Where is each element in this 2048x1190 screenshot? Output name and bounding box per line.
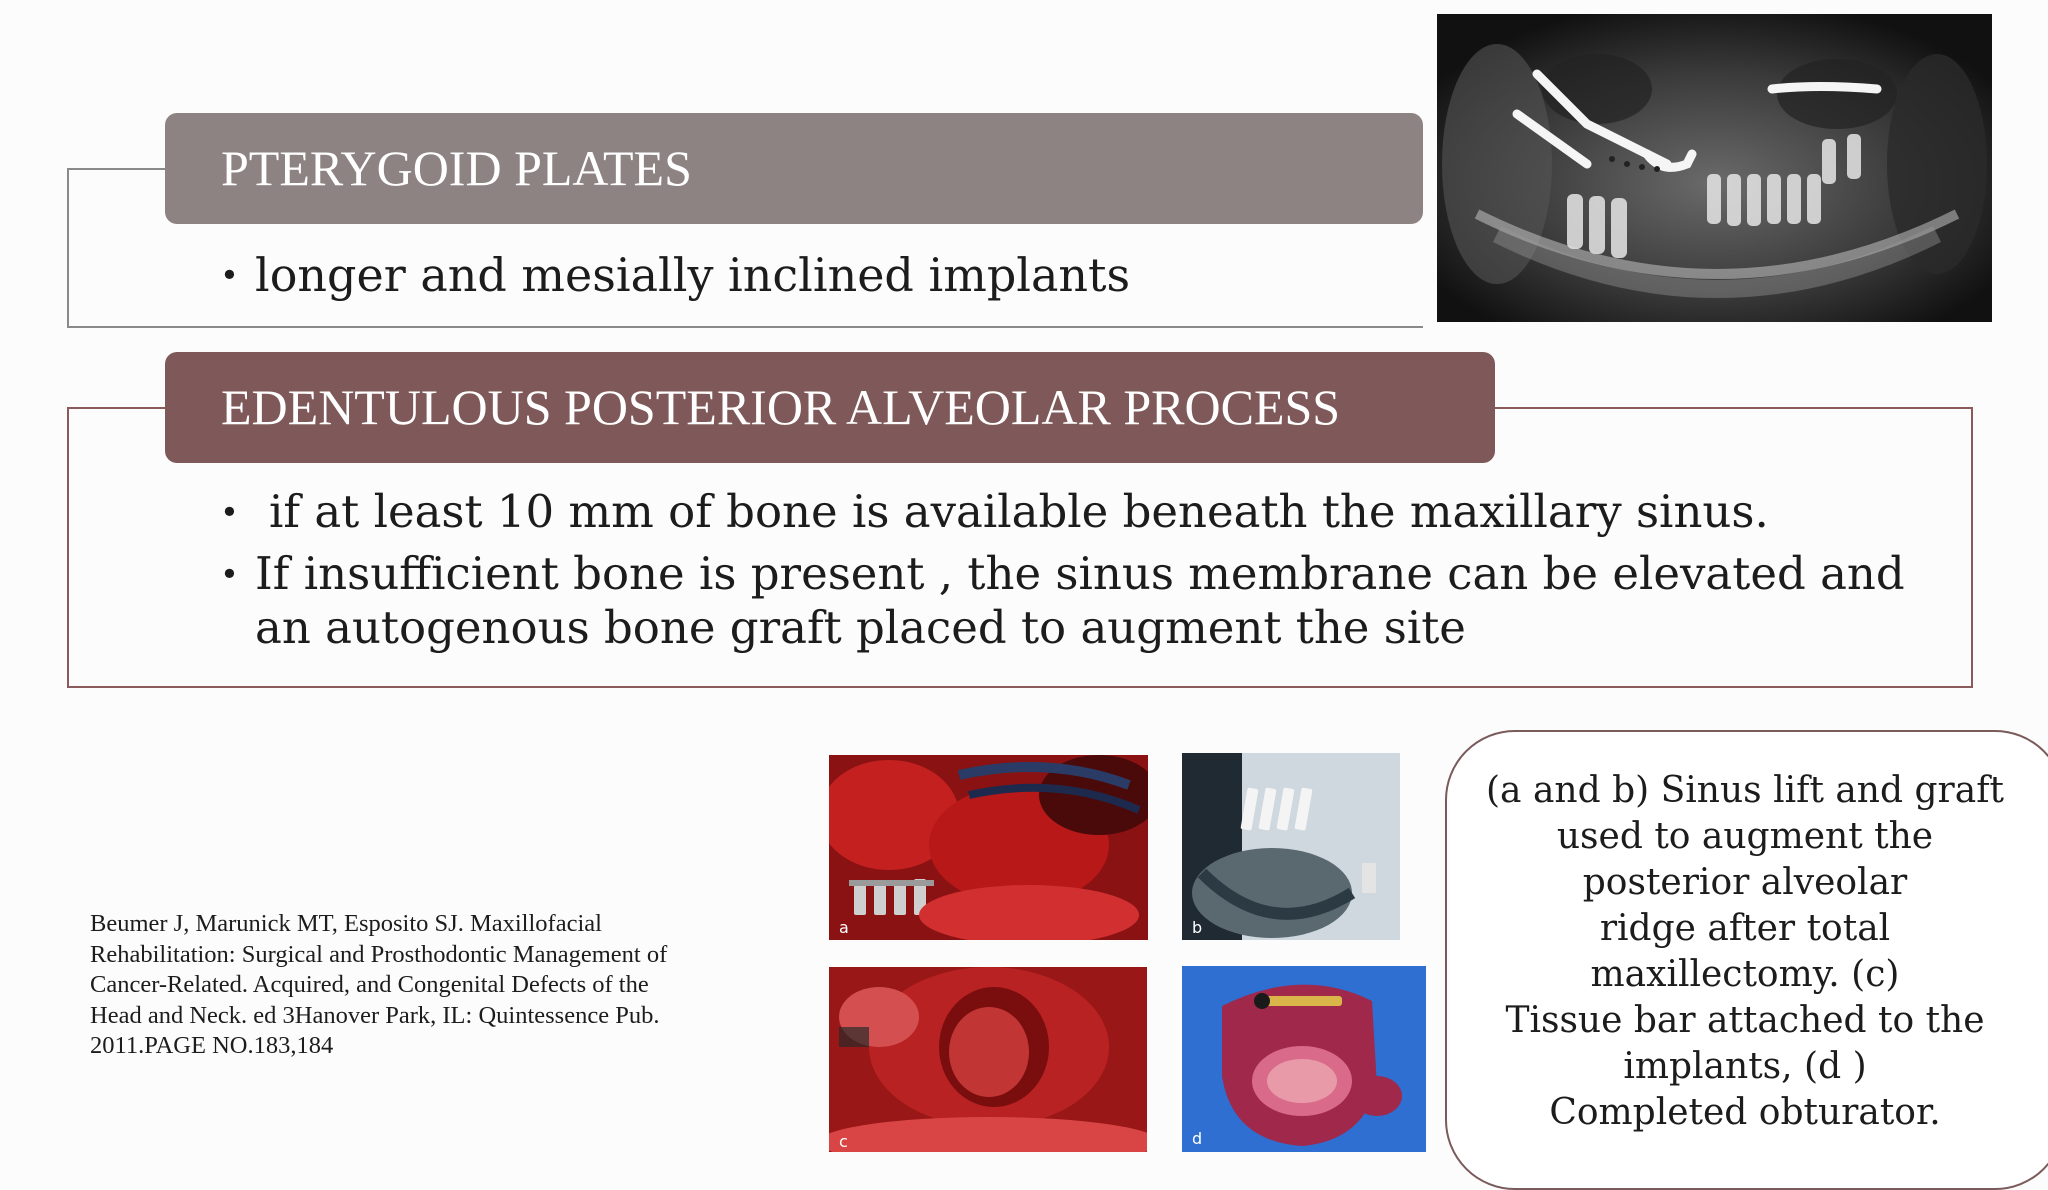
bullet-item [220, 244, 1400, 306]
panoramic-xray-image [1437, 14, 1992, 322]
bullet-item [220, 485, 1920, 539]
panel-label-b: b [1192, 918, 1203, 937]
reference-line: Head and Neck. ed 3Hanover Park, IL: Quintessence Pub. [90, 1001, 660, 1029]
caption-line: maxillectomy. (c) [1590, 954, 1900, 995]
panel-label-a: a [839, 918, 849, 937]
bullet-item [220, 547, 1920, 655]
citation-reference [90, 909, 810, 1062]
clinical-photo-a [829, 755, 1148, 940]
bullet-icon: • [220, 555, 239, 593]
obturator-photo-d [1182, 966, 1426, 1152]
reference-line: Cancer-Related. Acquired, and Congenital Defects of the [90, 971, 649, 998]
reference-line: 2011.PAGE NO.183,184 [90, 1032, 334, 1059]
pterygoid-plates-heading: PTERYGOID PLATES [165, 113, 1423, 224]
caption-line: (a and b) Sinus lift and graft [1486, 770, 2004, 811]
alveolar-bullet-list [220, 485, 1920, 663]
bullet-icon: • [220, 256, 239, 294]
pterygoid-bullet-list [220, 244, 1400, 314]
bullet-text: If insufficient bone is present , the sinus membrane can be elevated and an autogenous bone graft placed to augment the site [255, 547, 1905, 654]
caption-line: Completed obturator. [1549, 1092, 1941, 1133]
caption-line: implants, (d ) [1623, 1046, 1867, 1087]
bullet-text: longer and mesially inclined implants [255, 248, 1131, 302]
caption-line: used to augment the [1556, 816, 1934, 857]
clinical-photo-c [829, 967, 1147, 1152]
caption-line: Tissue bar attached to the [1505, 1000, 1985, 1041]
caption-line: ridge after total [1599, 908, 1891, 949]
radiograph-photo-b [1182, 753, 1400, 940]
reference-line: Rehabilitation: Surgical and Prosthodontic Management of [90, 940, 668, 968]
edentulous-alveolar-heading: EDENTULOUS POSTERIOR ALVEOLAR PROCESS [165, 352, 1495, 463]
bullet-text: if at least 10 mm of bone is available beneath the maxillary sinus. [269, 485, 1769, 538]
caption-line: posterior alveolar [1582, 862, 1908, 903]
figure-caption [1450, 768, 2040, 1136]
panel-label-d: d [1192, 1129, 1203, 1148]
reference-line: Beumer J, Marunick MT, Esposito SJ. Maxillofacial [90, 910, 602, 937]
bullet-icon: • [220, 493, 239, 531]
panel-label-c: c [839, 1132, 848, 1151]
